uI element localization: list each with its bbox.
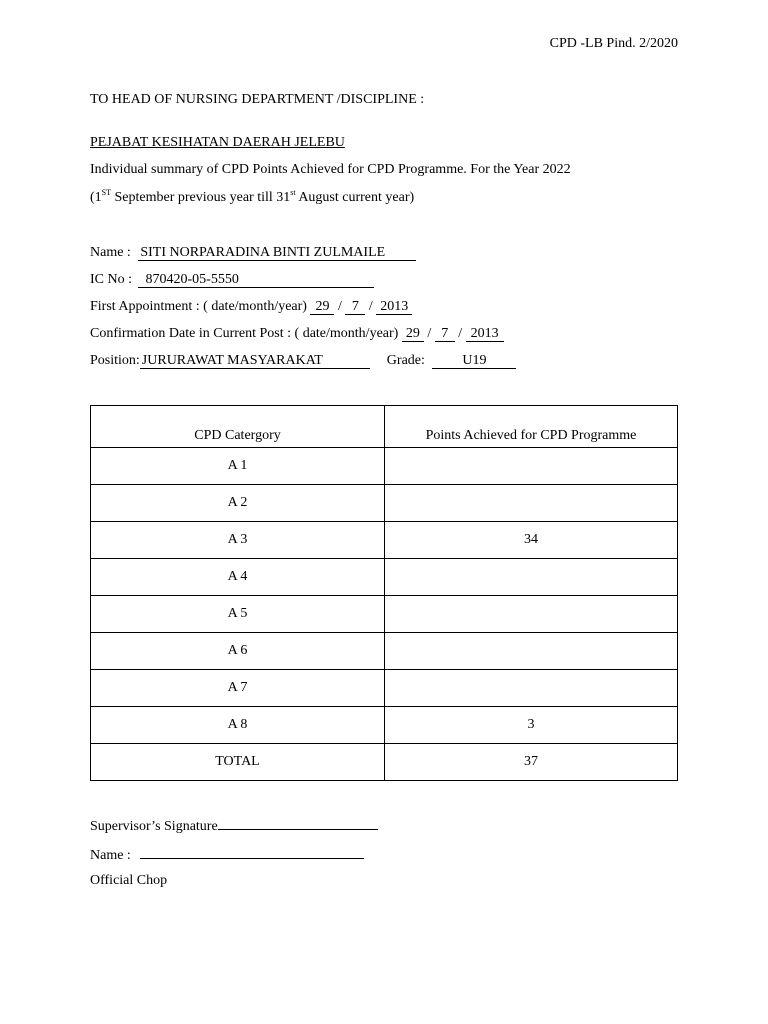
period-open: (1 <box>90 190 102 205</box>
points-cell <box>385 485 678 522</box>
period-mid: September previous year till 31 <box>111 190 291 205</box>
column-header-points: Points Achieved for CPD Programme <box>385 406 678 448</box>
total-points-cell: 37 <box>385 744 678 781</box>
name-label: Name : <box>90 245 131 260</box>
first-appointment-day: 29 <box>310 300 334 315</box>
table-header-row <box>91 406 678 448</box>
grade-value: U19 <box>432 354 516 369</box>
table-row <box>91 596 678 633</box>
ic-row <box>90 273 374 288</box>
table-row <box>91 633 678 670</box>
category-cell: A 3 <box>91 522 385 559</box>
confirmation-date-label: Confirmation Date in Current Post : ( date/month/year) <box>90 326 399 341</box>
official-chop-label: Official Chop <box>90 873 168 888</box>
first-appointment-label: First Appointment : ( date/month/year) <box>90 299 307 314</box>
points-cell <box>385 670 678 707</box>
cpd-points-table <box>90 405 678 781</box>
period-line <box>90 188 415 205</box>
table-row <box>91 670 678 707</box>
category-cell: A 7 <box>91 670 385 707</box>
ic-value: 870420-05-5550 <box>138 273 374 288</box>
supervisor-name-row <box>90 846 364 863</box>
confirmation-month: 7 <box>435 327 455 342</box>
points-cell: 34 <box>385 522 678 559</box>
confirmation-day: 29 <box>402 327 424 342</box>
first-appointment-row <box>90 300 412 315</box>
position-row <box>90 354 516 369</box>
confirmation-date-row <box>90 327 504 342</box>
supervisor-name-line <box>140 846 364 859</box>
first-appointment-month: 7 <box>345 300 365 315</box>
table-row <box>91 448 678 485</box>
points-cell <box>385 559 678 596</box>
table-row <box>91 707 678 744</box>
period-sup-2: st <box>290 188 296 197</box>
date-separator: / <box>337 299 342 314</box>
first-appointment-year: 2013 <box>376 300 412 315</box>
category-cell: A 1 <box>91 448 385 485</box>
supervisor-name-label: Name : <box>90 848 131 863</box>
period-end: August current year) <box>295 190 415 205</box>
name-row <box>90 246 416 261</box>
form-reference: CPD -LB Pind. 2/2020 <box>549 36 678 51</box>
period-sup-1: ST <box>101 188 112 197</box>
ic-label: IC No : <box>90 272 132 287</box>
date-separator: / <box>458 326 463 341</box>
total-row <box>91 744 678 781</box>
summary-line: Individual summary of CPD Points Achieved for CPD Programme. For the Year 2022 <box>90 162 571 177</box>
date-separator: / <box>427 326 432 341</box>
grade-label: Grade: <box>386 353 425 368</box>
name-value: SITI NORPARADINA BINTI ZULMAILE <box>138 246 416 261</box>
supervisor-signature-label: Supervisor’s Signature <box>90 819 218 834</box>
table-row <box>91 559 678 596</box>
table-row <box>91 522 678 559</box>
points-cell: 3 <box>385 707 678 744</box>
points-cell <box>385 448 678 485</box>
position-label: Position: <box>90 353 140 368</box>
category-cell: A 6 <box>91 633 385 670</box>
position-value: JURURAWAT MASYARAKAT <box>140 354 370 369</box>
confirmation-year: 2013 <box>466 327 504 342</box>
category-cell: A 8 <box>91 707 385 744</box>
date-separator: / <box>368 299 373 314</box>
column-header-category: CPD Catergory <box>91 406 385 448</box>
points-cell <box>385 596 678 633</box>
addressee-line: TO HEAD OF NURSING DEPARTMENT /DISCIPLINE : <box>90 92 425 107</box>
office-name: PEJABAT KESIHATAN DAERAH JELEBU <box>90 135 345 150</box>
supervisor-signature-line <box>218 817 378 830</box>
table-row <box>91 485 678 522</box>
points-cell <box>385 633 678 670</box>
category-cell: A 2 <box>91 485 385 522</box>
category-cell: A 4 <box>91 559 385 596</box>
supervisor-signature-row <box>90 817 378 834</box>
total-label-cell: TOTAL <box>91 744 385 781</box>
category-cell: A 5 <box>91 596 385 633</box>
